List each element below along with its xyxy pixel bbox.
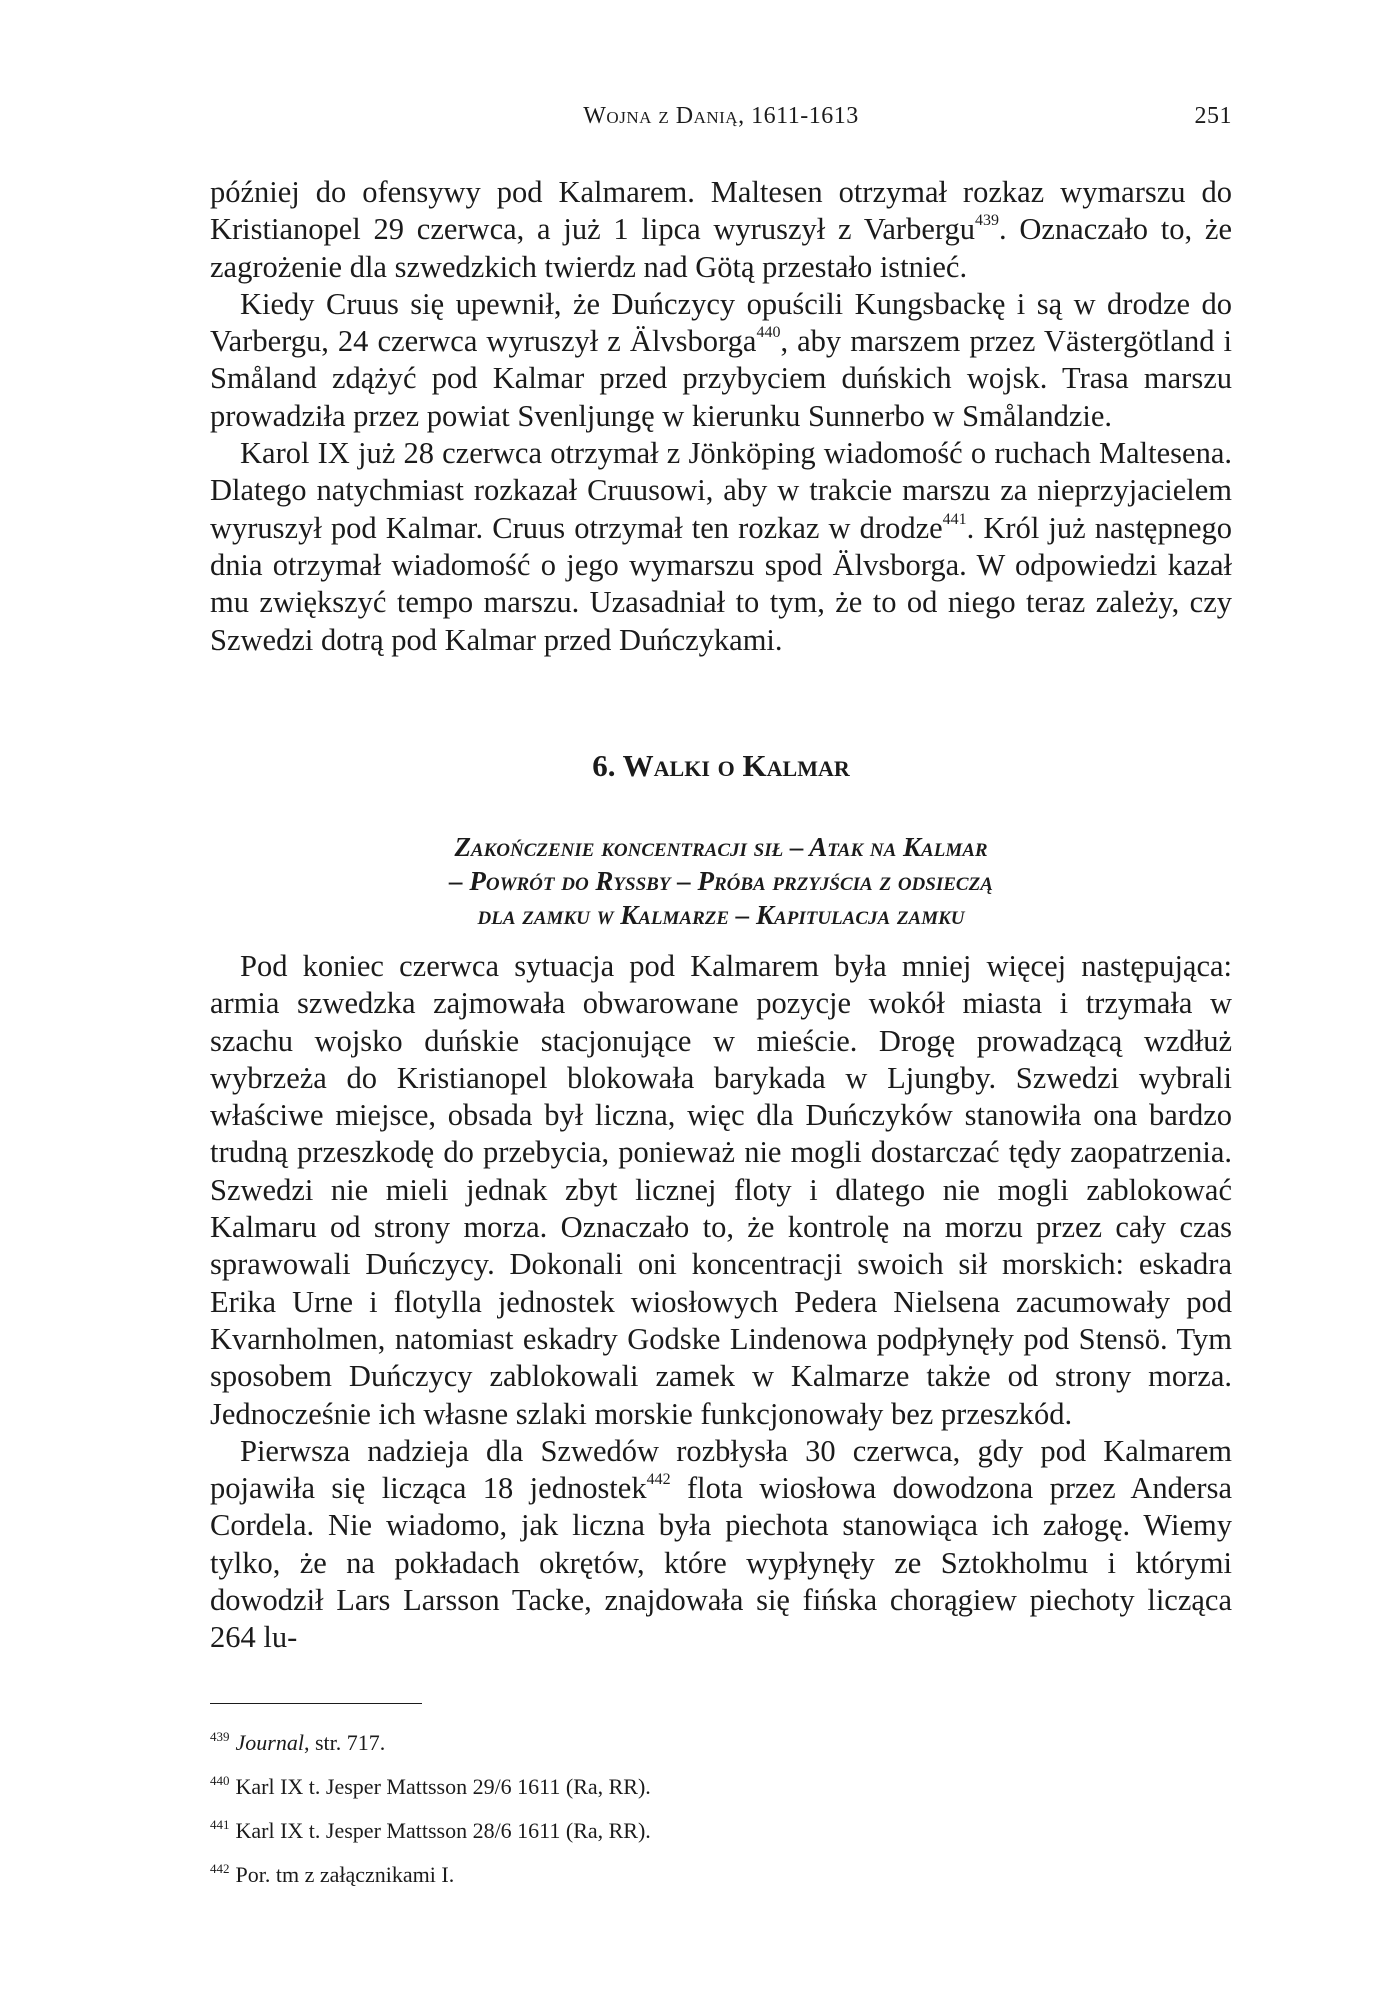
paragraph-text: , aby marszem przez Västergötland i Småland zdążyć pod Kalmar przed przybyciem duńskich wojsk. Trasa marszu prowadziła przez powiat Svenljungę w kierunku Sunnerbo w Smålandzie. — [210, 324, 1232, 433]
paragraph-text: później do ofensywy pod Kalmarem. Maltesen otrzymał rozkaz wymarszu do Kristianopel 29 czerwca, a już 1 lipca wyruszył z Varbergu — [210, 175, 1232, 247]
subsection-heading-line: – Powrót do Ryssby – Próba przyjścia z odsieczą — [449, 866, 993, 896]
footnotes — [210, 1718, 1232, 1894]
subsection-heading-line: dla zamku w Kalmarze – Kapitulacja zamku — [477, 900, 965, 930]
page-number: 251 — [1194, 103, 1232, 129]
footnote-text: Por. tm z załącznikami I. — [235, 1862, 455, 1887]
footnote-divider — [210, 1703, 422, 1704]
footnote-number: 441 — [210, 1817, 230, 1832]
footnote-text: Karl IX t. Jesper Mattsson 29/6 1611 (Ra, RR). — [235, 1774, 651, 1799]
footnote-text: Karl IX t. Jesper Mattsson 28/6 1611 (Ra, RR). — [235, 1818, 651, 1843]
paragraph — [210, 174, 1232, 286]
running-title: Wojna z Danią, 1611-1613 — [583, 103, 859, 129]
footnote — [210, 1718, 1232, 1762]
running-head — [210, 103, 1232, 133]
section-heading: 6. Walki o Kalmar — [592, 748, 850, 783]
paragraph-text: Karol IX już 28 czerwca otrzymał z Jönköping wiadomość o ruchach Maltesena. Dlatego natychmiast rozkazał Cruusowi, aby w trakcie marszu za nieprzyjacielem wyruszył pod Kalmar. Cruus otrzymał ten rozkaz w drodze — [210, 436, 1232, 545]
footnote — [210, 1806, 1232, 1850]
paragraph-text: flota wiosłowa dowodzona przez Andersa Cordela. Nie wiadomo, jak liczna była piechota stanowiąca ich załogę. Wiemy tylko, że na pokładach okrętów, które wypłynęły ze Sztokholmu i którymi dowodził Lars Larsson Tacke, znajdowała się fińska chorągiew piechoty licząca 264 lu- — [210, 1471, 1232, 1655]
footnote-number: 439 — [210, 1729, 230, 1744]
paragraph-text: Pierwsza nadzieja dla Szwedów rozbłysła 30 czerwca, gdy pod Kalmarem pojawiła się licząca 18 jednostek — [210, 1433, 1232, 1506]
footnote-reference: 439 — [974, 212, 999, 230]
footnote-italic-text: Journal — [235, 1730, 304, 1755]
subsection-heading — [210, 830, 1232, 932]
paragraph — [210, 286, 1232, 435]
subsection-heading-line: Zakończenie koncentracji sił – Atak na Kalmar — [454, 832, 988, 862]
footnote-number: 440 — [210, 1773, 230, 1788]
footnote-number: 442 — [210, 1861, 230, 1876]
footnote-reference: 441 — [942, 510, 967, 528]
footnote-text: , str. 717. — [303, 1730, 386, 1755]
paragraph-text: . Oznaczało to, że zagrożenie dla szwedzkich twierdz nad Götą przestało istnieć. — [210, 212, 1232, 284]
paragraph — [210, 435, 1232, 659]
paragraph — [210, 948, 1232, 1433]
paragraph-text: Kiedy Cruus się upewnił, że Duńczycy opuścili Kungsbackę i są w drodze do Varbergu, 24 czerwca wyruszył z Älvsborga — [210, 286, 1232, 359]
body-text-after-section — [210, 948, 1232, 1657]
footnote-reference: 442 — [646, 1471, 671, 1489]
paragraph-text: . Król już następnego dnia otrzymał wiadomość o jego wymarszu spod Älvsborga. W odpowiedzi kazał mu zwiększyć tempo marszu. Uzasadniał to tym, że to od niego teraz zależy, czy Szwedzi dotrą pod Kalmar przed Duńczykami. — [210, 510, 1233, 657]
footnote — [210, 1762, 1232, 1806]
body-text-before-section — [210, 174, 1232, 659]
paragraph-text: Pod koniec czerwca sytuacja pod Kalmarem była mniej więcej następująca: armia szwedzka zajmowała obwarowane pozycje wokół miasta i trzymała w szachu wojsko duńskie stacjonujące w mieście. Drogę prowadzącą wzdłuż wybrzeża do Kristianopel blokowała barykada w Ljungby. Szwedzi wybrali właściwe miejsce, obsada był liczna, więc dla Duńczyków stanowiła ona bardzo trudną przeszkodę do przebycia, ponieważ nie mogli dostarczać tędy zaopatrzenia. Szwedzi nie mieli jednak zbyt licznej floty i dlatego nie mogli zablokować Kalmaru od strony morza. Oznaczało to, że kontrolę na morzu przez cały czas sprawowali Duńczycy. Dokonali oni koncentracji swoich sił morskich: eskadra Erika Urne i flotylla jednostek wiosłowych Pedera Nielsena zacumowały pod Kvarnholmen, natomiast eskadry Godske Lindenowa podpłynęły pod Stensö. Tym sposobem Duńczycy zablokowali zamek w Kalmarze także od strony morza. Jednocześnie ich własne szlaki morskie funkcjonowały bez przeszkód. — [210, 949, 1232, 1431]
footnote — [210, 1850, 1232, 1894]
paragraph — [210, 1433, 1232, 1657]
footnote-reference: 440 — [756, 324, 781, 342]
